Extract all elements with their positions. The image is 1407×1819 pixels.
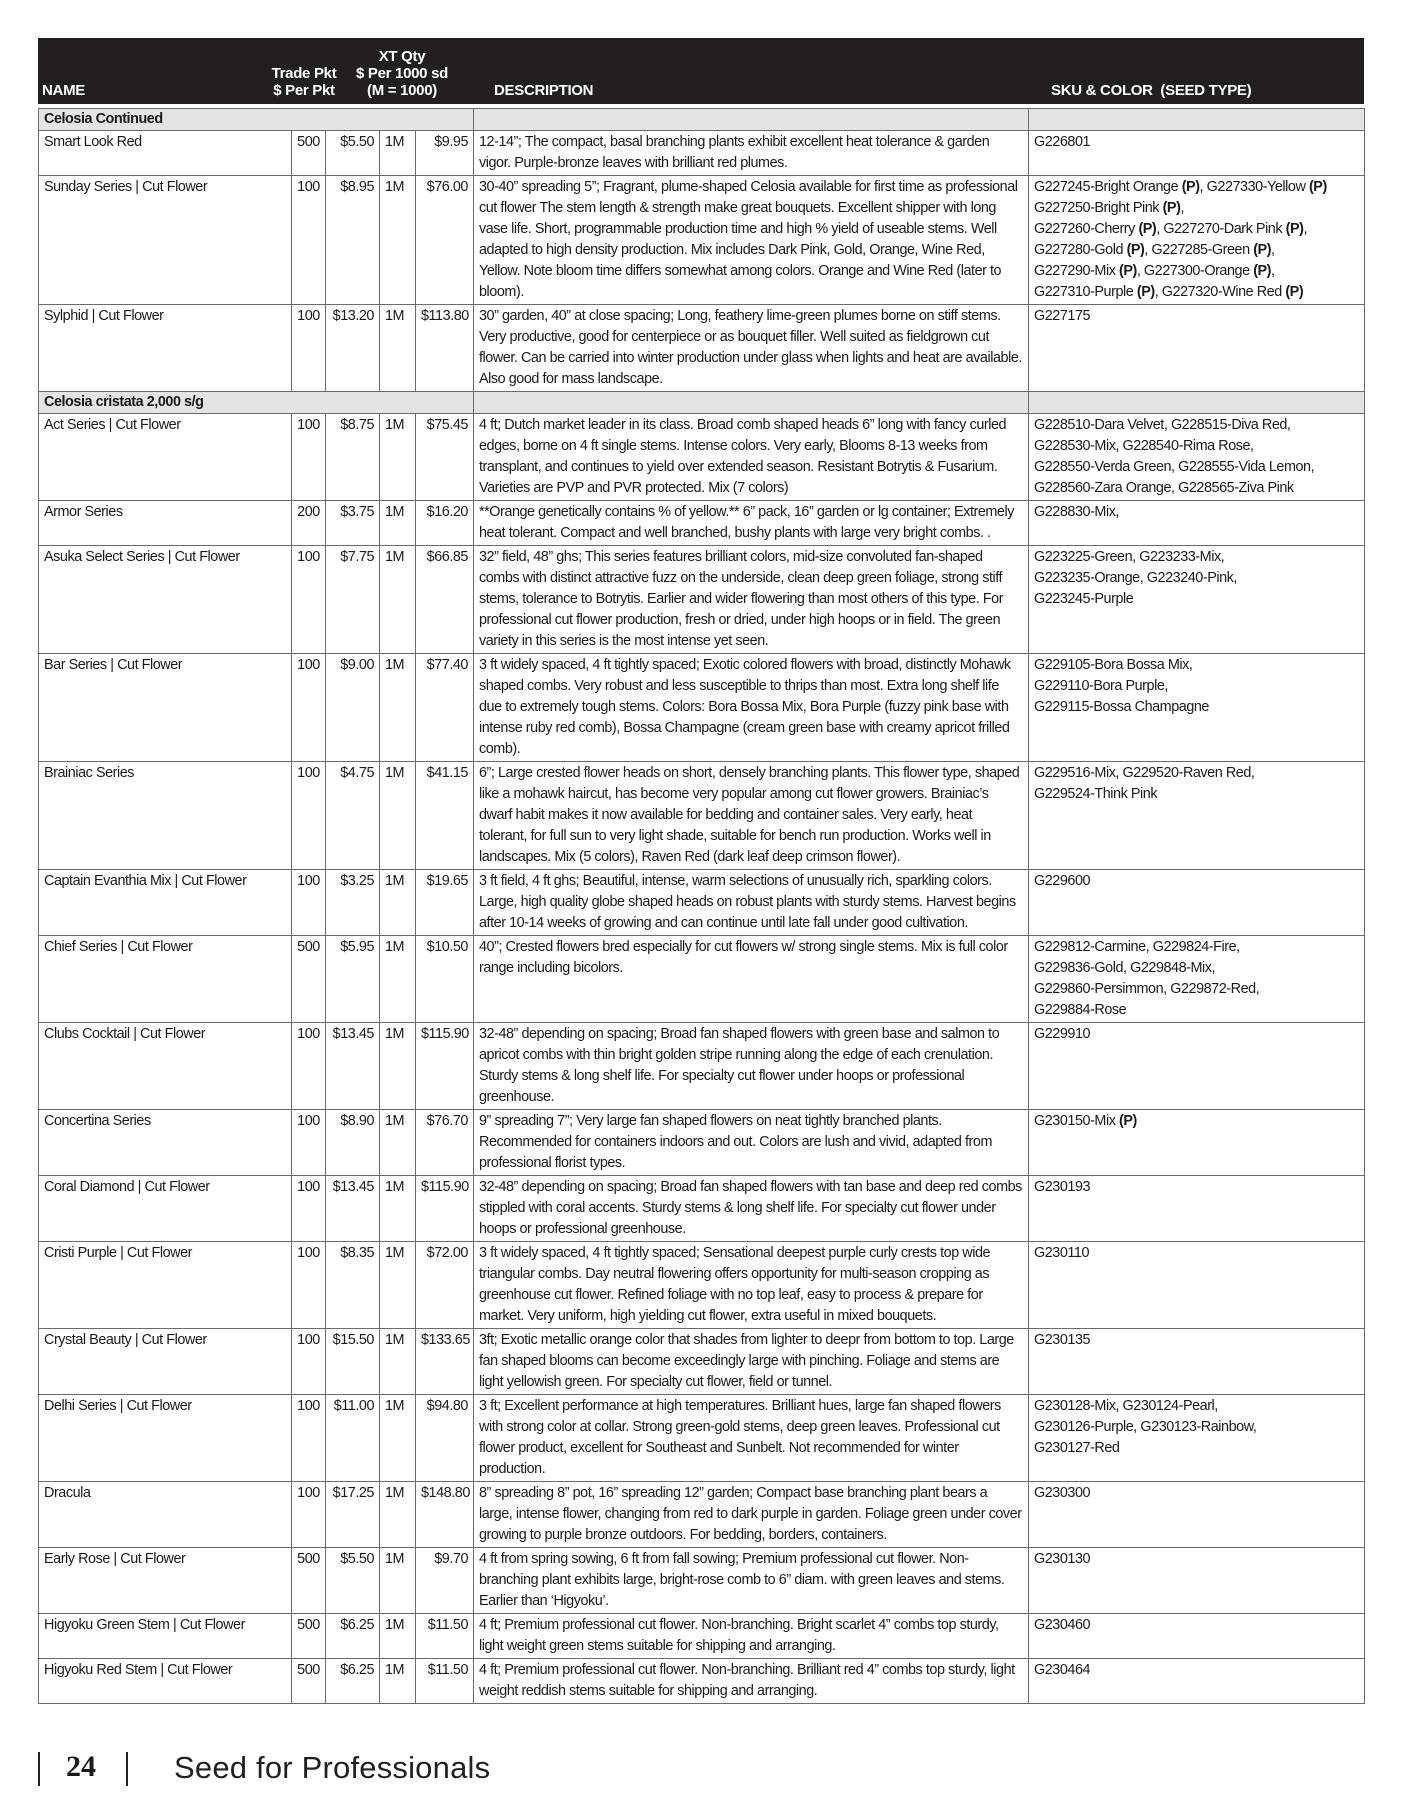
xt-price: $115.90 <box>416 1023 474 1110</box>
trade-pkt-size: 100 <box>292 1482 326 1548</box>
seed-type-marker: (P) <box>1253 263 1272 279</box>
product-description: 3 ft field, 4 ft ghs; Beautiful, intense, warm selections of unusually rich, sparkling colors. Large, high quality globe shaped heads on robust plants with sturdy stems. Harvest begins after 10-14 weeks of growing and can continue until late fall under good cultivation. <box>474 870 1029 936</box>
xt-price: $9.70 <box>416 1548 474 1614</box>
sku-color: G229910 <box>1029 1023 1365 1110</box>
trade-pkt-price: $13.45 <box>326 1176 380 1242</box>
product-name: Sunday Series | Cut Flower <box>39 176 292 305</box>
xt-price: $11.50 <box>416 1614 474 1659</box>
sku-color: G227175 <box>1029 305 1365 392</box>
xt-price: $10.50 <box>416 936 474 1023</box>
trade-pkt-price: $17.25 <box>326 1482 380 1548</box>
sku-color: G230300 <box>1029 1482 1365 1548</box>
trade-pkt-price: $5.50 <box>326 1548 380 1614</box>
product-description: 32-48” depending on spacing; Broad fan shaped flowers with tan base and deep red combs stippled with coral accents. Sturdy stems & long shelf life. For specialty cut flower under hoops or professional greenhouse. <box>474 1176 1029 1242</box>
xt-price: $11.50 <box>416 1659 474 1704</box>
catalog-table <box>38 38 1364 1704</box>
xt-qty: 1M <box>380 870 416 936</box>
xt-price: $9.95 <box>416 131 474 176</box>
table-row <box>39 870 1365 936</box>
product-name: Bar Series | Cut Flower <box>39 654 292 762</box>
product-name: Captain Evanthia Mix | Cut Flower <box>39 870 292 936</box>
xt-price: $76.00 <box>416 176 474 305</box>
trade-pkt-size: 100 <box>292 654 326 762</box>
section-header <box>39 392 1365 414</box>
product-name: Chief Series | Cut Flower <box>39 936 292 1023</box>
trade-pkt-price: $6.25 <box>326 1614 380 1659</box>
xt-qty: 1M <box>380 305 416 392</box>
sku-color: G226801 <box>1029 131 1365 176</box>
xt-qty: 1M <box>380 1023 416 1110</box>
xt-qty: 1M <box>380 501 416 546</box>
product-description: **Orange genetically contains % of yellow.** 6” pack, 16” garden or lg container; Extremely heat tolerant. Compact and well branched, bushy plants with large very bright combs. . <box>474 501 1029 546</box>
xt-qty: 1M <box>380 1110 416 1176</box>
table-row <box>39 936 1365 1023</box>
sku-color: G230135 <box>1029 1329 1365 1395</box>
trade-pkt-price: $3.75 <box>326 501 380 546</box>
sku-color: G227245-Bright Orange (P), G227330-Yellow (P) G227250-Bright Pink (P), G227260-Cherry (P), G227270-Dark Pink (P), G227280-Gold (P), G227285-Green (P), G227290-Mix (P), G227300-Orange (P), G227310-Purple (P), G227320-Wine Red (P) <box>1029 176 1365 305</box>
trade-pkt-size: 100 <box>292 762 326 870</box>
xt-qty: 1M <box>380 546 416 654</box>
seed-type-marker: (P) <box>1118 263 1137 279</box>
product-name: Sylphid | Cut Flower <box>39 305 292 392</box>
product-name: Smart Look Red <box>39 131 292 176</box>
section-title: Celosia Continued <box>39 109 474 131</box>
seed-type-marker: (P) <box>1162 200 1181 216</box>
seed-type-marker: (P) <box>1181 179 1200 195</box>
product-description: 6”; Large crested flower heads on short, densely branching plants. This flower type, shaped like a mohawk haircut, has become very popular among cut flower growers. Brainiac’s dwarf habit makes it now available for bedding and container sales. Very early, heat tolerant, for full sun to very light shade, suitable for bench run production. Works well in landscapes. Mix (5 colors), Raven Red (dark leaf deep crimson flower). <box>474 762 1029 870</box>
trade-pkt-price: $7.75 <box>326 546 380 654</box>
product-description: 4 ft from spring sowing, 6 ft from fall sowing; Premium professional cut flower. Non-branching plant exhibits large, bright-rose comb to 6” diam. with green leaves and stems. Earlier than ‘Higyoku’. <box>474 1548 1029 1614</box>
xt-qty: 1M <box>380 1395 416 1482</box>
seed-type-marker: (P) <box>1285 284 1304 300</box>
table-row <box>39 1395 1365 1482</box>
xt-price: $115.90 <box>416 1176 474 1242</box>
product-name: Cristi Purple | Cut Flower <box>39 1242 292 1329</box>
product-description: 12-14”; The compact, basal branching plants exhibit excellent heat tolerance & garden vigor. Purple-bronze leaves with brilliant red plumes. <box>474 131 1029 176</box>
product-name: Coral Diamond | Cut Flower <box>39 1176 292 1242</box>
table-row <box>39 176 1365 305</box>
sku-color: G230464 <box>1029 1659 1365 1704</box>
table-row <box>39 414 1365 501</box>
product-description: 3 ft widely spaced, 4 ft tightly spaced; Sensational deepest purple curly crests top wide triangular combs. Day neutral flowering offers opportunity for multi-season cropping as greenhouse cut flower. Refined foliage with no top leaf, easy to process & prepare for market. Very uniform, high yielding cut flower, extra useful in mixed bouquets. <box>474 1242 1029 1329</box>
xt-price: $113.80 <box>416 305 474 392</box>
xt-qty: 1M <box>380 1242 416 1329</box>
trade-pkt-price: $5.95 <box>326 936 380 1023</box>
table-row <box>39 654 1365 762</box>
product-description: 32” field, 48” ghs; This series features brilliant colors, mid-size convoluted fan-shaped combs with distinct attractive fuzz on the underside, clean deep green foliage, strong stiff stems, tolerance to Botrytis. Earlier and wider flowering than most others of this type. For professional cut flower production, fresh or dried, under high hoops or in field. The green variety in this series is the most intense yet seen. <box>474 546 1029 654</box>
seed-type-marker: (P) <box>1136 284 1155 300</box>
product-description: 9” spreading 7”; Very large fan shaped flowers on neat tightly branched plants. Recommended for containers indoors and out. Colors are lush and vivid, adapted from professional florist types. <box>474 1110 1029 1176</box>
trade-pkt-size: 100 <box>292 305 326 392</box>
table-row <box>39 1176 1365 1242</box>
section-desc-empty <box>474 109 1029 131</box>
page-footer <box>38 1748 638 1788</box>
footer-divider-right <box>126 1752 128 1786</box>
xt-price: $133.65 <box>416 1329 474 1395</box>
section-sku-empty <box>1029 392 1365 414</box>
trade-pkt-price: $13.20 <box>326 305 380 392</box>
product-description: 30” garden, 40” at close spacing; Long, feathery lime-green plumes borne on stiff stems. Very productive, good for centerpiece or as bouquet filler. Well suited as fieldgrown cut flower. Can be carried into winter production under glass when lights and heat are available. Also good for mass landscape. <box>474 305 1029 392</box>
xt-price: $148.80 <box>416 1482 474 1548</box>
product-name: Armor Series <box>39 501 292 546</box>
seed-type-marker: (P) <box>1253 242 1272 258</box>
trade-pkt-size: 500 <box>292 131 326 176</box>
trade-pkt-size: 100 <box>292 1110 326 1176</box>
sku-color: G230130 <box>1029 1548 1365 1614</box>
sku-color: G223225-Green, G223233-Mix, G223235-Orange, G223240-Pink, G223245-Purple <box>1029 546 1365 654</box>
xt-qty: 1M <box>380 654 416 762</box>
product-description: 30-40” spreading 5”; Fragrant, plume-shaped Celosia available for first time as professional cut flower The stem length & strength make great bouquets. Excellent shipper with long vase life. Short, programmable production time and high % yield of useable stems. Well adapted to high density production. Mix includes Dark Pink, Gold, Orange, Wine Red, Yellow. Note bloom time differs somewhat among colors. Orange and Wine Red (later to bloom). <box>474 176 1029 305</box>
trade-pkt-price: $8.35 <box>326 1242 380 1329</box>
table-row <box>39 1110 1365 1176</box>
xt-price: $41.15 <box>416 762 474 870</box>
seed-type-marker: (P) <box>1118 1113 1137 1129</box>
table-row <box>39 1242 1365 1329</box>
col-header-trade-pkt: Trade Pkt $ Per Pkt <box>271 65 337 99</box>
trade-pkt-size: 500 <box>292 1548 326 1614</box>
seed-type-marker: (P) <box>1285 221 1304 237</box>
xt-qty: 1M <box>380 414 416 501</box>
table-row <box>39 305 1365 392</box>
product-name: Concertina Series <box>39 1110 292 1176</box>
section-sku-empty <box>1029 109 1365 131</box>
seed-type-marker: (P) <box>1138 221 1157 237</box>
table-row <box>39 1659 1365 1704</box>
sku-color: G230110 <box>1029 1242 1365 1329</box>
product-name: Higyoku Red Stem | Cut Flower <box>39 1659 292 1704</box>
xt-price: $77.40 <box>416 654 474 762</box>
product-name: Brainiac Series <box>39 762 292 870</box>
trade-pkt-size: 100 <box>292 1329 326 1395</box>
table-row <box>39 501 1365 546</box>
product-description: 4 ft; Premium professional cut flower. Non-branching. Bright scarlet 4” combs top sturdy, light weight green stems suitable for shipping and arranging. <box>474 1614 1029 1659</box>
trade-pkt-size: 100 <box>292 870 326 936</box>
sku-color: G229105-Bora Bossa Mix, G229110-Bora Purple, G229115-Bossa Champagne <box>1029 654 1365 762</box>
trade-pkt-price: $6.25 <box>326 1659 380 1704</box>
trade-pkt-price: $8.75 <box>326 414 380 501</box>
product-description: 3 ft; Excellent performance at high temperatures. Brilliant hues, large fan shaped flowers with strong color at collar. Strong green-gold stems, deep green leaves. Professional cut flower product, excellent for Southeast and Sunbelt. Not recommended for winter production. <box>474 1395 1029 1482</box>
trade-pkt-price: $13.45 <box>326 1023 380 1110</box>
seed-type-marker: (P) <box>1308 179 1327 195</box>
xt-qty: 1M <box>380 762 416 870</box>
table-row <box>39 1482 1365 1548</box>
trade-pkt-size: 100 <box>292 1395 326 1482</box>
table-row <box>39 1614 1365 1659</box>
sku-color: G228830-Mix, <box>1029 501 1365 546</box>
trade-pkt-price: $15.50 <box>326 1329 380 1395</box>
xt-price: $75.45 <box>416 414 474 501</box>
trade-pkt-size: 100 <box>292 1176 326 1242</box>
sku-color: G230460 <box>1029 1614 1365 1659</box>
table-header <box>38 38 1364 104</box>
col-header-description: DESCRIPTION <box>494 82 594 99</box>
trade-pkt-price: $11.00 <box>326 1395 380 1482</box>
xt-qty: 1M <box>380 1176 416 1242</box>
catalog-title: Seed for Professionals <box>174 1750 491 1785</box>
col-header-xt-qty: XT Qty $ Per 1000 sd (M = 1000) <box>355 48 448 99</box>
page-number: 24 <box>66 1750 96 1783</box>
xt-qty: 1M <box>380 936 416 1023</box>
product-name: Dracula <box>39 1482 292 1548</box>
sku-color: G229600 <box>1029 870 1365 936</box>
product-description: 3ft; Exotic metallic orange color that shades from lighter to deepr from bottom to top. Large fan shaped blooms can become exceedingly large with pinching. Foliage and stems are light yellowish green. For specialty cut flower, field or tunnel. <box>474 1329 1029 1395</box>
product-description: 3 ft widely spaced, 4 ft tightly spaced; Exotic colored flowers with broad, distinctly Mohawk shaped combs. Very robust and less susceptible to thrips than most. Extra long shelf life due to extremely tough stems. Colors: Bora Bossa Mix, Bora Purple (fuzzy pink base with intense ruby red comb), Bossa Champagne (cream green base with creamy apricot frilled comb). <box>474 654 1029 762</box>
xt-qty: 1M <box>380 176 416 305</box>
product-description: 4 ft; Premium professional cut flower. Non-branching. Brilliant red 4” combs top sturdy, light weight reddish stems suitable for shipping and arranging. <box>474 1659 1029 1704</box>
xt-price: $94.80 <box>416 1395 474 1482</box>
trade-pkt-size: 500 <box>292 1659 326 1704</box>
section-header <box>39 109 1365 131</box>
trade-pkt-size: 100 <box>292 414 326 501</box>
product-name: Early Rose | Cut Flower <box>39 1548 292 1614</box>
table-row <box>39 546 1365 654</box>
product-description: 32-48” depending on spacing; Broad fan shaped flowers with green base and salmon to apricot combs with thin bright golden stripe running along the edge of each crenulation. Sturdy stems & long shelf life. For specialty cut flower under hoops or professional greenhouse. <box>474 1023 1029 1110</box>
xt-qty: 1M <box>380 131 416 176</box>
product-description: 4 ft; Dutch market leader in its class. Broad comb shaped heads 6” long with fancy curled edges, borne on 4 ft single stems. Intense colors. Very early, Blooms 8-13 weeks from transplant, and continues to yield over extended season. Resistant Botrytis & Fusarium. Varieties are PVP and PVR protected. Mix (7 colors) <box>474 414 1029 501</box>
table-row <box>39 762 1365 870</box>
product-name: Higyoku Green Stem | Cut Flower <box>39 1614 292 1659</box>
table-row <box>39 1023 1365 1110</box>
trade-pkt-size: 100 <box>292 546 326 654</box>
product-table <box>38 104 1365 1704</box>
section-title: Celosia cristata 2,000 s/g <box>39 392 474 414</box>
sku-color: G229516-Mix, G229520-Raven Red, G229524-Think Pink <box>1029 762 1365 870</box>
table-row <box>39 1548 1365 1614</box>
product-name: Crystal Beauty | Cut Flower <box>39 1329 292 1395</box>
product-name: Act Series | Cut Flower <box>39 414 292 501</box>
col-header-sku: SKU & COLOR (SEED TYPE) <box>1051 82 1252 99</box>
trade-pkt-price: $8.95 <box>326 176 380 305</box>
xt-qty: 1M <box>380 1614 416 1659</box>
trade-pkt-price: $5.50 <box>326 131 380 176</box>
footer-divider-left <box>38 1752 40 1786</box>
table-row <box>39 131 1365 176</box>
sku-color: G230193 <box>1029 1176 1365 1242</box>
xt-qty: 1M <box>380 1659 416 1704</box>
xt-price: $16.20 <box>416 501 474 546</box>
table-row <box>39 1329 1365 1395</box>
sku-color: G228510-Dara Velvet, G228515-Diva Red, G228530-Mix, G228540-Rima Rose, G228550-Verda Green, G228555-Vida Lemon, G228560-Zara Orange, G228565-Ziva Pink <box>1029 414 1365 501</box>
xt-price: $76.70 <box>416 1110 474 1176</box>
xt-price: $66.85 <box>416 546 474 654</box>
trade-pkt-size: 100 <box>292 1242 326 1329</box>
trade-pkt-size: 100 <box>292 176 326 305</box>
trade-pkt-size: 500 <box>292 1614 326 1659</box>
trade-pkt-size: 200 <box>292 501 326 546</box>
product-name: Delhi Series | Cut Flower <box>39 1395 292 1482</box>
sku-color: G230128-Mix, G230124-Pearl, G230126-Purple, G230123-Rainbow, G230127-Red <box>1029 1395 1365 1482</box>
product-name: Asuka Select Series | Cut Flower <box>39 546 292 654</box>
product-description: 8” spreading 8” pot, 16” spreading 12” garden; Compact base branching plant bears a large, intense flower, changing from red to dark purple in garden. Foliage green under cover growing to purple bronze outdoors. For bedding, borders, containers. <box>474 1482 1029 1548</box>
xt-qty: 1M <box>380 1329 416 1395</box>
product-name: Clubs Cocktail | Cut Flower <box>39 1023 292 1110</box>
trade-pkt-price: $8.90 <box>326 1110 380 1176</box>
col-header-name: NAME <box>42 82 85 99</box>
trade-pkt-size: 500 <box>292 936 326 1023</box>
sku-color: G229812-Carmine, G229824-Fire, G229836-Gold, G229848-Mix, G229860-Persimmon, G229872-Red, G229884-Rose <box>1029 936 1365 1023</box>
seed-type-marker: (P) <box>1126 242 1145 258</box>
section-desc-empty <box>474 392 1029 414</box>
trade-pkt-price: $4.75 <box>326 762 380 870</box>
sku-color: G230150-Mix (P) <box>1029 1110 1365 1176</box>
product-description: 40”; Crested flowers bred especially for cut flowers w/ strong single stems. Mix is full color range including bicolors. <box>474 936 1029 1023</box>
xt-price: $19.65 <box>416 870 474 936</box>
xt-price: $72.00 <box>416 1242 474 1329</box>
xt-qty: 1M <box>380 1482 416 1548</box>
trade-pkt-price: $3.25 <box>326 870 380 936</box>
trade-pkt-size: 100 <box>292 1023 326 1110</box>
trade-pkt-price: $9.00 <box>326 654 380 762</box>
xt-qty: 1M <box>380 1548 416 1614</box>
